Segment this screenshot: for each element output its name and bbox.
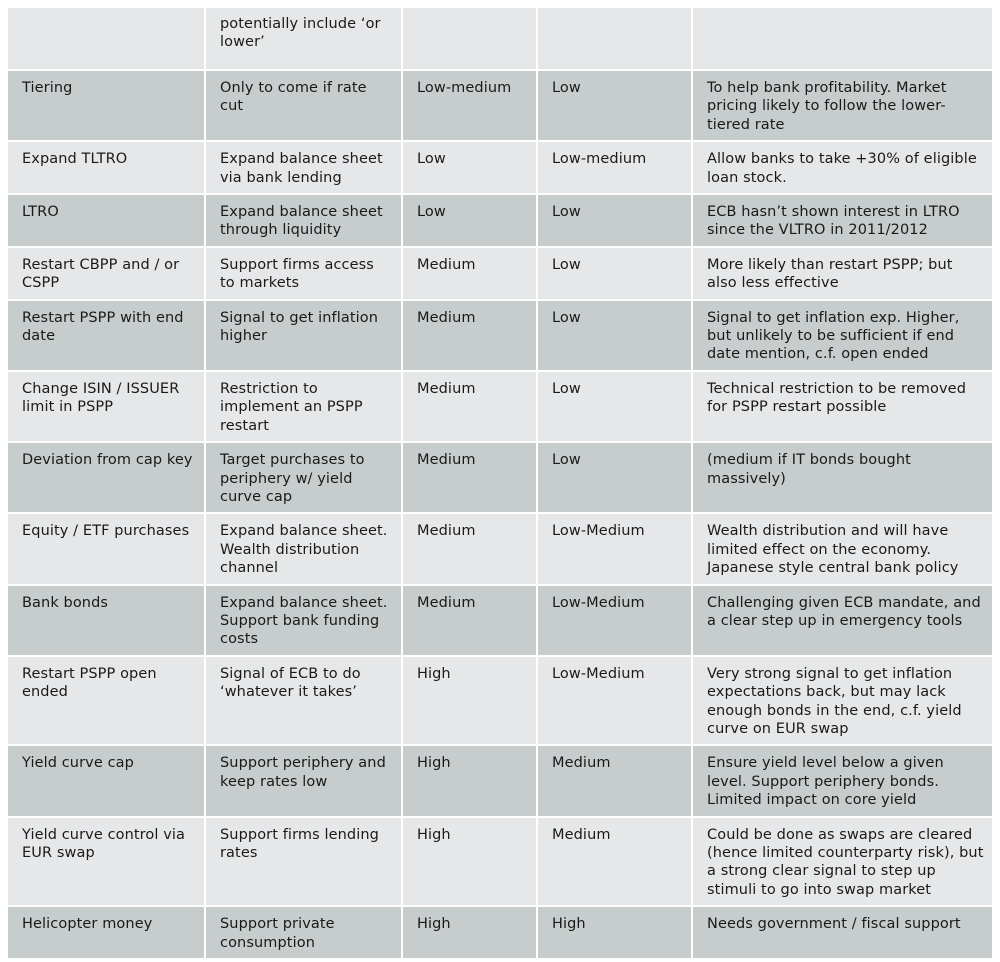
table-row [8,745,992,816]
instrument-cell: Bank bonds [8,585,205,656]
table-row [8,300,992,371]
purpose-cell: Expand balance sheet. Wealth distribution channel [205,513,402,584]
comment-cell: Very strong signal to get inflation expectations back, but may lack enough bonds in the end, c.f. yield curve on EUR swap [692,656,992,746]
rating-cell-a: Medium [402,300,537,371]
instrument-cell: Deviation from cap key [8,442,205,513]
instrument-cell [8,8,205,70]
table-row [8,8,992,70]
table-row [8,442,992,513]
instrument-cell: Tiering [8,70,205,141]
instrument-cell: Restart PSPP open ended [8,656,205,746]
rating-cell-a: High [402,656,537,746]
table-row [8,70,992,141]
comment-cell: Wealth distribution and will have limited effect on the economy. Japanese style central bank policy [692,513,992,584]
rating-cell-b: Low-medium [537,141,692,194]
table-row [8,817,992,907]
comment-cell: Needs government / fiscal support [692,906,992,959]
instrument-cell: Yield curve control via EUR swap [8,817,205,907]
rating-cell-a: Low [402,141,537,194]
instrument-cell: Equity / ETF purchases [8,513,205,584]
instrument-cell: LTRO [8,194,205,247]
rating-cell-b: Medium [537,745,692,816]
rating-cell-b: Low [537,70,692,141]
purpose-cell: Support firms lending rates [205,817,402,907]
rating-cell-b: Medium [537,817,692,907]
table-row [8,371,992,442]
comment-cell [692,8,992,70]
purpose-cell: Signal of ECB to do ‘whatever it takes’ [205,656,402,746]
rating-cell-b: High [537,906,692,959]
comment-cell: Allow banks to take +30% of eligible loan stock. [692,141,992,194]
purpose-cell: Expand balance sheet via bank lending [205,141,402,194]
rating-cell-a: Medium [402,247,537,300]
purpose-cell: potentially include ‘or lower’ [205,8,402,70]
instrument-cell: Expand TLTRO [8,141,205,194]
purpose-cell: Expand balance sheet. Support bank funding costs [205,585,402,656]
table-row [8,585,992,656]
policy-options-table [8,8,992,960]
rating-cell-a: Medium [402,371,537,442]
comment-cell: (medium if IT bonds bought massively) [692,442,992,513]
rating-cell-a: High [402,906,537,959]
rating-cell-b: Low [537,247,692,300]
table-row [8,194,992,247]
rating-cell-a: High [402,745,537,816]
rating-cell-b: Low-Medium [537,513,692,584]
purpose-cell: Only to come if rate cut [205,70,402,141]
rating-cell-b [537,8,692,70]
comment-cell: To help bank profitability. Market pricing likely to follow the lower-tiered rate [692,70,992,141]
rating-cell-b: Low [537,371,692,442]
policy-options-table-container [8,8,992,960]
rating-cell-a: Low [402,194,537,247]
rating-cell-a: Medium [402,585,537,656]
rating-cell-a: Medium [402,513,537,584]
comment-cell: Technical restriction to be removed for PSPP restart possible [692,371,992,442]
comment-cell: Ensure yield level below a given level. Support periphery bonds. Limited impact on core yield [692,745,992,816]
purpose-cell: Support private consumption [205,906,402,959]
rating-cell-a: Medium [402,442,537,513]
rating-cell-b: Low [537,442,692,513]
comment-cell: More likely than restart PSPP; but also less effective [692,247,992,300]
purpose-cell: Support firms access to markets [205,247,402,300]
rating-cell-b: Low [537,194,692,247]
rating-cell-b: Low-Medium [537,585,692,656]
instrument-cell: Restart PSPP with end date [8,300,205,371]
purpose-cell: Support periphery and keep rates low [205,745,402,816]
purpose-cell: Target purchases to periphery w/ yield curve cap [205,442,402,513]
purpose-cell: Signal to get inflation higher [205,300,402,371]
purpose-cell: Restriction to implement an PSPP restart [205,371,402,442]
purpose-cell: Expand balance sheet through liquidity [205,194,402,247]
comment-cell: Signal to get inflation exp. Higher, but unlikely to be sufficient if end date mention, c.f. open ended [692,300,992,371]
rating-cell-a [402,8,537,70]
table-row [8,513,992,584]
rating-cell-a: High [402,817,537,907]
table-row [8,906,992,959]
comment-cell: Could be done as swaps are cleared (hence limited counterparty risk), but a strong clear signal to step up stimuli to go into swap market [692,817,992,907]
instrument-cell: Helicopter money [8,906,205,959]
comment-cell: Challenging given ECB mandate, and a clear step up in emergency tools [692,585,992,656]
instrument-cell: Restart CBPP and / or CSPP [8,247,205,300]
table-row [8,247,992,300]
rating-cell-a: Low-medium [402,70,537,141]
table-row [8,656,992,746]
table-row [8,141,992,194]
instrument-cell: Yield curve cap [8,745,205,816]
rating-cell-b: Low [537,300,692,371]
rating-cell-b: Low-Medium [537,656,692,746]
instrument-cell: Change ISIN / ISSUER limit in PSPP [8,371,205,442]
comment-cell: ECB hasn’t shown interest in LTRO since the VLTRO in 2011/2012 [692,194,992,247]
